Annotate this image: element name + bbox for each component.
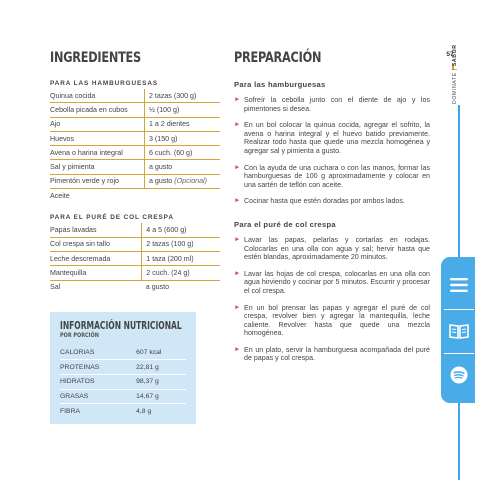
table-row — [50, 131, 220, 145]
table-row — [50, 174, 220, 188]
step-text: Sofreír la cebolla junto con el diente de ajo y los pimentones si desea. — [244, 96, 430, 113]
burger-steps-list — [234, 96, 430, 206]
triangle-bullet-icon: ► — [234, 121, 241, 129]
toolbar-divider — [444, 353, 474, 354]
ingredient-name: Col crespa sin tallo — [50, 237, 142, 251]
table-row — [50, 237, 220, 251]
list-item — [234, 96, 430, 113]
book-icon — [449, 323, 469, 339]
ingredient-qty: 1 a 2 dientes — [144, 117, 220, 131]
preparation-title: PREPARACIÓN — [234, 50, 322, 66]
ingredient-qty — [144, 174, 220, 188]
triangle-bullet-icon: ► — [234, 197, 241, 205]
preparation-column — [234, 50, 430, 372]
reader-toolbar — [441, 257, 475, 403]
nutrient-label: HIDRATOS — [60, 375, 132, 390]
table-row — [50, 223, 220, 237]
list-item — [234, 197, 430, 206]
ingredient-name: Aceite — [50, 191, 70, 200]
ingredient-name: Pimentón verde y rojo — [50, 174, 144, 188]
nutrient-value: 22,81 g — [132, 360, 186, 375]
side-title-b: SABOR — [452, 44, 458, 67]
ingredient-name: Papas lavadas — [50, 223, 142, 237]
triangle-bullet-icon: ► — [234, 269, 241, 277]
puree-ingredients-heading: PARA EL PURÉ DE COL CRESPA — [50, 214, 174, 222]
list-item — [234, 346, 430, 363]
ingredient-qty: ½ (100 g) — [144, 103, 220, 117]
nutrient-value: 4,8 g — [136, 407, 152, 415]
ingredient-qty: 2 cuch. (24 g) — [142, 266, 220, 280]
list-item — [234, 270, 430, 296]
table-row — [60, 389, 186, 404]
ingredient-name: Quinua cocida — [50, 89, 144, 103]
table-row — [50, 146, 220, 160]
nutrient-label: FIBRA — [60, 407, 81, 415]
list-item — [234, 236, 430, 262]
puree-steps-heading: Para el puré de col crespa — [234, 219, 336, 229]
spotify-icon — [450, 366, 468, 384]
ingredient-qty: 6 cuch. (60 g) — [144, 146, 220, 160]
list-item — [234, 164, 430, 190]
nutrient-value: 14,67 g — [132, 389, 186, 404]
triangle-bullet-icon: ► — [234, 96, 241, 103]
nutrient-label: CALORIAS — [60, 346, 132, 360]
step-text: Cocinar hasta que estén doradas por ambos lados. — [244, 197, 405, 206]
table-row — [60, 346, 186, 360]
menu-icon — [450, 277, 468, 293]
optional-note: (Opcional) — [174, 177, 207, 186]
table-row — [60, 404, 186, 418]
spotify-button[interactable] — [447, 363, 471, 387]
table-row — [50, 89, 220, 103]
ingredient-name: Sal — [50, 283, 61, 292]
step-text: Lavar las hojas de col crespa, colocarlas en una olla con agua hirviendo y cocinar por 5 minutos. Escurrir y procesar el col crespa. — [244, 269, 430, 295]
nutrition-box — [50, 312, 196, 424]
triangle-bullet-icon: ► — [234, 345, 241, 353]
nutrition-title: INFORMACIÓN NUTRICIONAL — [60, 319, 182, 332]
nutrient-label: PROTEINAS — [60, 360, 132, 375]
nutrition-subtitle: POR PORCIÓN — [60, 331, 99, 339]
ingredient-qty: 4 a 5 (600 g) — [142, 223, 220, 237]
puree-steps-list — [234, 236, 430, 363]
ingredient-name: Avena o harina integral — [50, 146, 144, 160]
ingredient-name: Ajo — [50, 117, 144, 131]
table-row — [50, 103, 220, 117]
list-item — [234, 304, 430, 338]
triangle-bullet-icon: ► — [234, 163, 241, 171]
step-text: Con la ayuda de una cuchara o con las manos, formar las hamburguesas de 100 g aproximadamente y colocar en una sartén de teflón con aceite. — [244, 163, 430, 189]
page-number: 57 — [446, 51, 454, 58]
ingredient-qty-value: a gusto — [148, 177, 173, 186]
table-row — [50, 160, 220, 174]
ingredient-qty: 2 tazas (100 g) — [142, 237, 220, 251]
ingredients-column — [50, 50, 220, 424]
table-row — [60, 375, 186, 390]
side-running-title: DOMINATE | SABOR — [452, 44, 458, 104]
table-row — [50, 280, 220, 294]
nutrient-value: 98,37 g — [132, 375, 186, 390]
ingredient-name: Mantequilla — [50, 266, 142, 280]
side-title-a: DOMINATE — [452, 72, 458, 104]
ingredient-name: Leche descremada — [50, 251, 142, 265]
step-text: En un plato, servir la hamburguesa acompañada del puré de papas y col crespa. — [244, 345, 430, 363]
puree-ingredients-table — [50, 223, 220, 293]
ingredient-qty — [144, 189, 220, 203]
burger-ingredients-heading: PARA LAS HAMBURGUESAS — [50, 80, 159, 87]
triangle-bullet-icon: ► — [234, 235, 241, 243]
ingredient-name: Cebolla picada en cubos — [50, 103, 144, 117]
ingredient-qty: 3 (150 g) — [144, 131, 220, 145]
menu-button[interactable] — [447, 273, 471, 297]
ingredient-qty: a gusto — [145, 283, 170, 292]
table-row — [50, 189, 220, 203]
table-row — [50, 117, 220, 131]
toolbar-divider — [444, 309, 474, 310]
nutrition-table — [60, 346, 186, 418]
ingredient-name: Huevos — [50, 131, 144, 145]
triangle-bullet-icon: ► — [234, 303, 241, 311]
table-row — [50, 251, 220, 265]
nutrient-value: 607 kcal — [132, 346, 186, 360]
ingredients-title: INGREDIENTES — [50, 50, 141, 66]
ingredient-qty: a gusto — [144, 160, 220, 174]
ingredient-qty: 1 taza (200 ml) — [142, 251, 220, 265]
table-row — [50, 266, 220, 280]
ingredient-qty: 2 tazas (300 g) — [144, 89, 220, 103]
burger-ingredients-table — [50, 89, 220, 202]
step-text: En un bol prensar las papas y agregar el puré de col crespa, revolver bien y agregar la mantequilla, leche caliente. Revolver hasta que quede una mezcla homogénea. — [244, 303, 430, 338]
step-text: Lavar las papas, pelarlas y cortarlas en rodajas. Colocarlas en una olla con agua y sal; hervir hasta que estén blandas, aproximadamente 20 minutos. — [244, 235, 430, 262]
book-button[interactable] — [447, 319, 471, 343]
nutrient-label: GRASAS — [60, 389, 132, 404]
table-row — [60, 360, 186, 375]
list-item — [234, 121, 430, 155]
ingredient-name: Sal y pimienta — [50, 160, 144, 174]
step-text: En un bol colocar la quinua cocida, agregar el sofrito, la avena o harina integral y el huevo batido previamente. Realizar todo hasta que quede una mezcla homogénea y agregar sal y pimienta a gusto. — [244, 121, 430, 155]
burger-steps-heading: Para las hamburguesas — [234, 80, 326, 89]
